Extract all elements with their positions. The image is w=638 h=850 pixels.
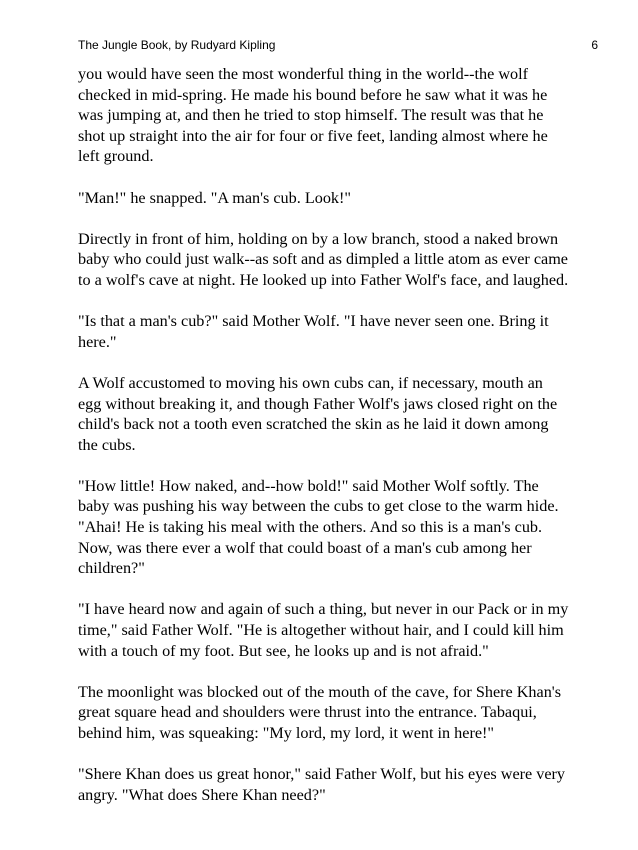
text-line: Directly in front of him, holding on by a low branch, stood a naked brown bbox=[78, 229, 559, 248]
text-line: "Ahai! He is taking his meal with the others. And so this is a man's cub. bbox=[78, 518, 543, 537]
text-line: you would have seen the most wonderful thing in the world--the wolf bbox=[78, 65, 529, 83]
paragraph bbox=[78, 64, 606, 167]
text-line: "I have heard now and again of such a thing, but never in our Pack or in my bbox=[78, 600, 569, 619]
text-line: child's back not a tooth even scratched the skin as he laid it down among bbox=[78, 415, 549, 434]
paragraph bbox=[78, 373, 606, 455]
text-line: baby who could just walk--as soft and as dimpled a little atom as ever came bbox=[78, 250, 568, 269]
text-line: Now, was there ever a wolf that could boast of a man's cub among her bbox=[78, 538, 532, 557]
text-line: to a wolf's cave at night. He looked up into Father Wolf's face, and laughed. bbox=[78, 270, 569, 289]
text-line: "Man!" he snapped. "A man's cub. Look!" bbox=[78, 188, 352, 207]
text-line: baby was pushing his way between the cubs to get close to the warm hide. bbox=[78, 497, 559, 516]
paragraph bbox=[78, 188, 606, 209]
text-line: A Wolf accustomed to moving his own cubs can, if necessary, mouth an bbox=[78, 373, 543, 392]
text-line: "How little! How naked, and--how bold!" said Mother Wolf softly. The bbox=[78, 476, 539, 495]
paragraph bbox=[78, 229, 606, 291]
text-line: shot up straight into the air for four or five feet, landing almost where he bbox=[78, 126, 548, 145]
text-line: the cubs. bbox=[78, 435, 136, 454]
running-title: The Jungle Book, by Rudyard Kipling bbox=[78, 38, 276, 52]
paragraph bbox=[78, 682, 606, 744]
paragraph bbox=[78, 764, 606, 805]
page-number: 6 bbox=[591, 38, 598, 52]
text-line: time," said Father Wolf. "He is altogether without hair, and I could kill him bbox=[78, 621, 564, 640]
text-line: with a touch of my foot. But see, he looks up and is not afraid." bbox=[78, 641, 489, 660]
body-text bbox=[78, 64, 606, 826]
text-line: "Shere Khan does us great honor," said Father Wolf, but his eyes were very bbox=[78, 765, 566, 784]
text-line: children?" bbox=[78, 559, 145, 578]
text-line: behind him, was squeaking: "My lord, my lord, it went in here!" bbox=[78, 724, 495, 742]
text-line: was jumping at, and then he tried to stop himself. The result was that he bbox=[78, 106, 544, 125]
text-line: The moonlight was blocked out of the mouth of the cave, for Shere Khan's bbox=[78, 682, 562, 701]
paragraph bbox=[78, 311, 606, 352]
text-line: great square head and shoulders were thrust into the entrance. Tabaqui, bbox=[78, 703, 537, 722]
text-line: checked in mid-spring. He made his bound before he saw what it was he bbox=[78, 85, 548, 104]
paragraph bbox=[78, 599, 606, 661]
text-line: egg without breaking it, and though Father Wolf's jaws closed right on the bbox=[78, 394, 558, 413]
text-line: "Is that a man's cub?" said Mother Wolf. "I have never seen one. Bring it bbox=[78, 312, 549, 331]
text-line: here." bbox=[78, 332, 117, 351]
page-header bbox=[78, 38, 598, 56]
text-line: angry. "What does Shere Khan need?" bbox=[78, 785, 326, 804]
paragraph bbox=[78, 476, 606, 579]
text-line: left ground. bbox=[78, 147, 154, 166]
